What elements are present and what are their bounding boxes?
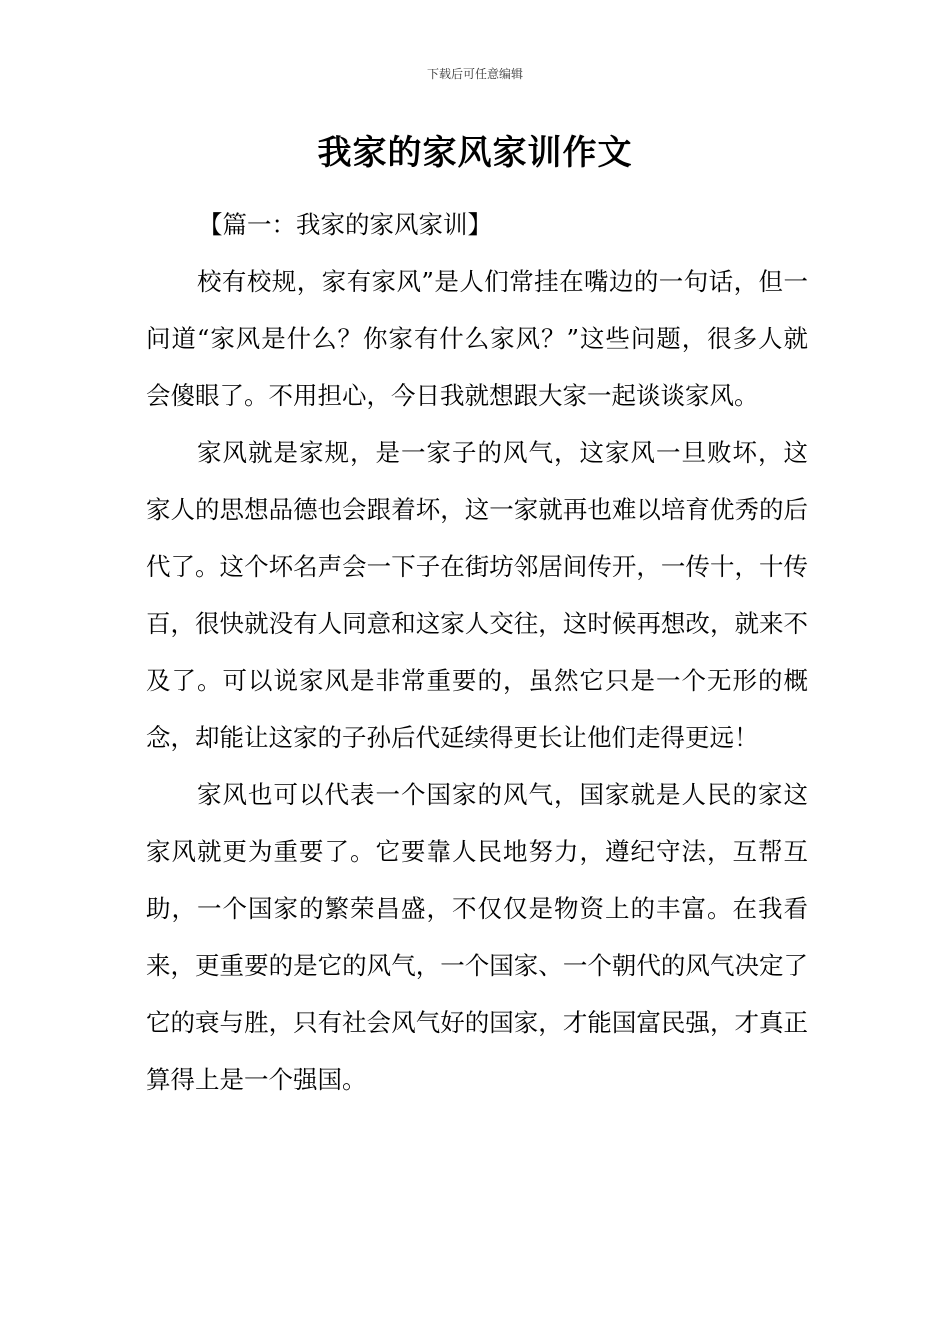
paragraph-3: 家风也可以代表一个国家的风气，国家就是人民的家这家风就更为重要了。它要靠人民地努力，遵纪守法，互帮互助，一个国家的繁荣昌盛，不仅仅是物资上的丰富。在我看来，更重要的是它的风气，一个国家、一个朝代的风气决定了它的衰与胜，只有社会风气好的国家，才能国富民强，才真正算得上是一个强国。: [146, 780, 808, 1094]
header-note: 下载后可任意编辑: [426, 67, 523, 81]
document-title: 我家的家风家训作文: [317, 133, 633, 173]
paragraph-1: 校有校规，家有家风”是人们常挂在嘴边的一句话，但一问道“家风是什么？你家有什么家风？”这些问题，很多人就会傻眼了。不用担心，今日我就想跟大家一起谈谈家风。: [146, 267, 808, 410]
section-heading: 【篇一：我家的家风家训】: [198, 210, 492, 239]
paragraph-2: 家风就是家规，是一家子的风气，这家风一旦败坏，这家人的思想品德也会跟着坏，这一家就再也难以培育优秀的后代了。这个坏名声会一下子在街坊邻居间传开，一传十，十传百，很快就没有人同意和这家人交往，这时候再想改，就来不及了。可以说家风是非常重要的，虽然它只是一个无形的概念，却能让这家的子孙后代延续得更长让他们走得更远！: [146, 438, 808, 752]
document-body: [146, 196, 808, 1108]
